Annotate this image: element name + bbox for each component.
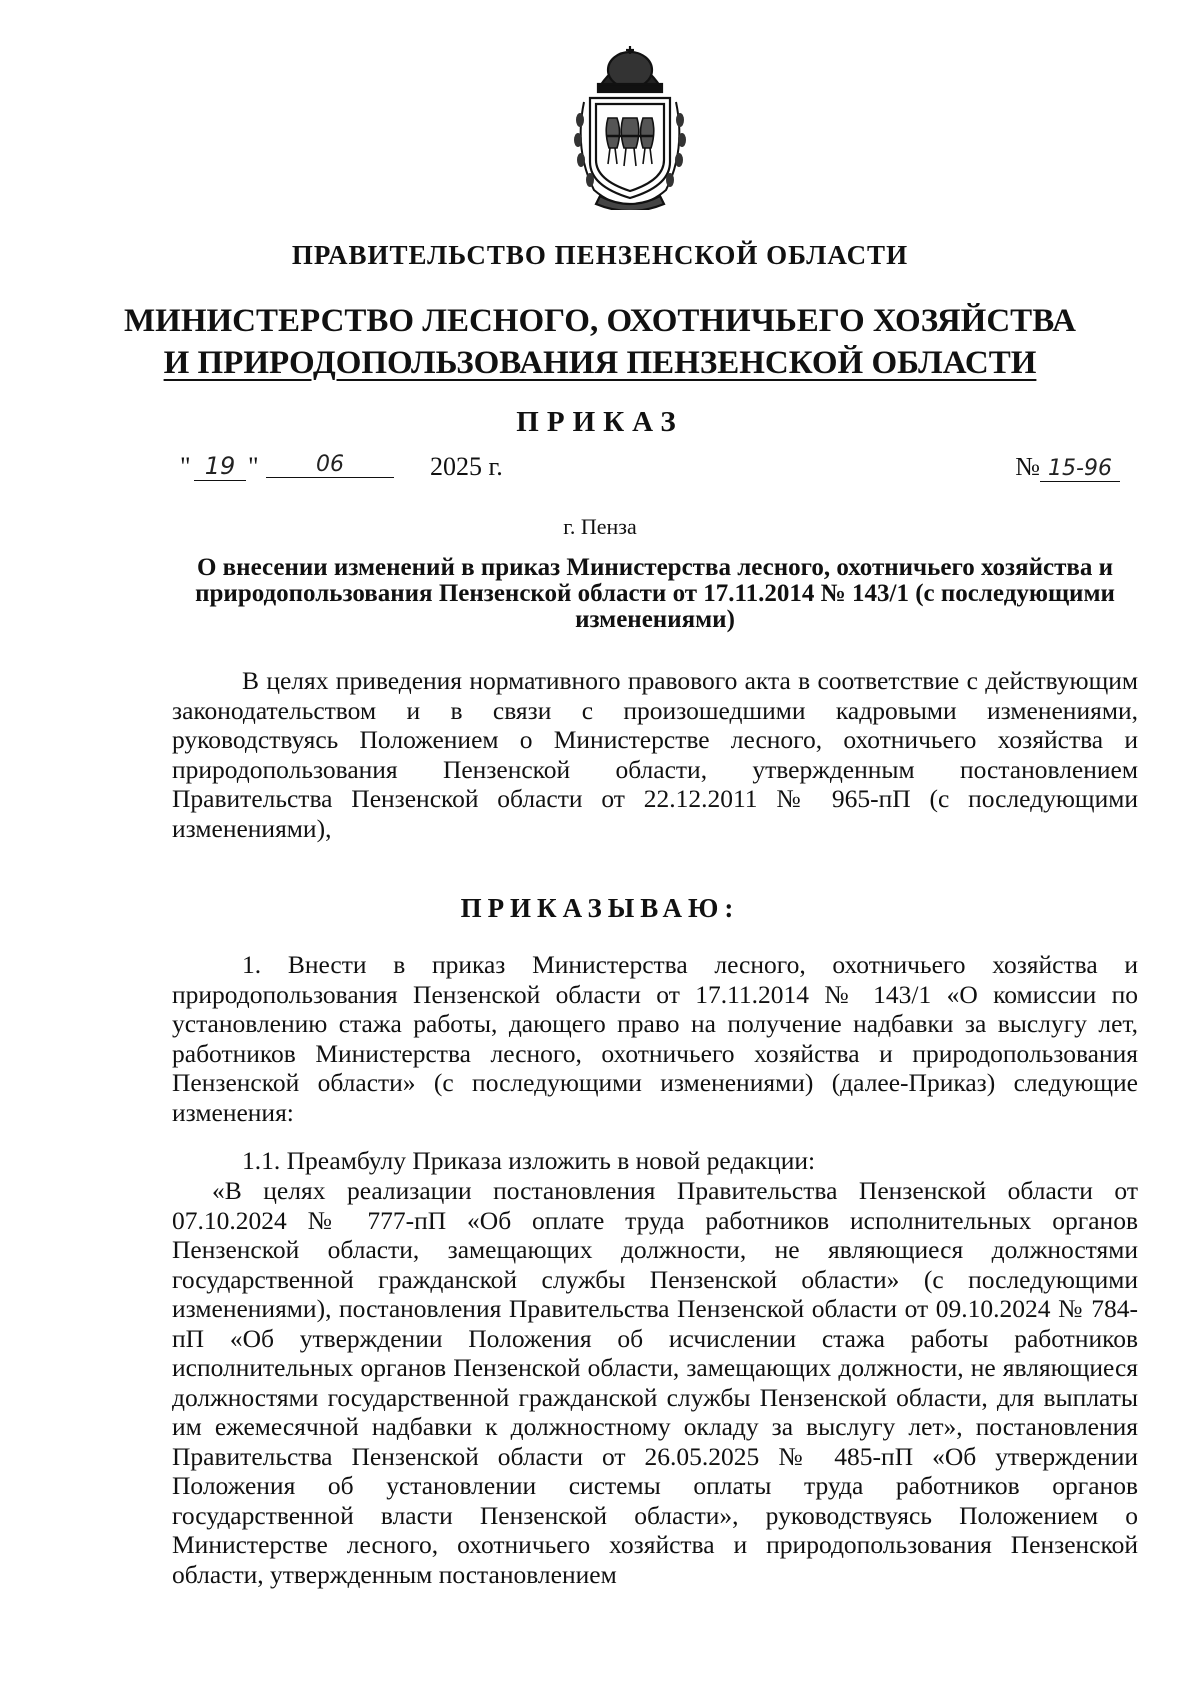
ministry-title-line1: МИНИСТЕРСТВО ЛЕСНОГО, ОХОТНИЧЬЕГО ХОЗЯЙСТВА: [124, 303, 1076, 339]
document-number: [1015, 452, 1120, 482]
number-sign: №: [1015, 452, 1040, 481]
quoted-preamble-paragraph: «В целях реализации постановления Правительства Пензенской области от 07.10.2024 № 777-пП «Об оплате труда работников исполнительных органов Пензенской области, замещающих должности, не являющиеся должностями государственной гражданской службы Пензенской области» (с последующими изменениями), постановления Правительства Пензенской области от 09.10.2024 № 784-пП «Об утверждении Положения об исчислении стажа работы работников исполнительных органов Пензенской области, замещающих должности, не являющиеся должностями государственной гражданской службы Пензенской области, для выплаты им ежемесячной надбавки к должностному окладу за выслугу лет», постановления Правительства Пензенской области от 26.05.2025 № 485-пП «Об утверждении Положения об установлении системы оплаты труда работников органов государственной власти Пензенской области», руководствуясь Положением о Министерстве лесного, охотничьего хозяйства и природопользования Пензенской области, утвержденным постановлением: [172, 1176, 1138, 1589]
date-close-quote: ": [248, 452, 259, 481]
penza-coat-of-arms-icon: [560, 40, 700, 210]
item-1-paragraph: 1. Внести в приказ Министерства лесного, охотничьего хозяйства и природопользования Пензенской области от 17.11.2014 № 143/1 «О комиссии по установлению стажа работы, дающего право на получение надбавки за выслугу лет, работников Министерства лесного, охотничьего хозяйства и природопользования Пензенской области» (с последующими изменениями) (далее-Приказ) следующие изменения:: [172, 950, 1138, 1127]
ministry-title-line2: И ПРИРОДОПОЛЬЗОВАНИЯ ПЕНЗЕНСКОЙ ОБЛАСТИ: [163, 345, 1037, 381]
ministry-title: [0, 300, 1200, 384]
date-day: 19: [194, 452, 246, 481]
date-month: 06: [266, 452, 394, 478]
date-year: 2025 г.: [430, 452, 503, 481]
item-1-1-paragraph: 1.1. Преамбулу Приказа изложить в новой редакции:: [242, 1146, 816, 1175]
decree-heading: ПРИКАЗЫВАЮ:: [460, 893, 740, 923]
date-number-row: [180, 452, 1120, 492]
city: г. Пенза: [563, 514, 637, 539]
date-open-quote: ": [180, 452, 191, 481]
document-subject: О внесении изменений в приказ Министерства лесного, охотничьего хозяйства и природопользования Пензенской области от 17.11.2014 № 143/1 (с последующими изменениями): [195, 554, 1115, 633]
number-value: 15-96: [1040, 456, 1120, 482]
government-title: ПРАВИТЕЛЬСТВО ПЕНЗЕНСКОЙ ОБЛАСТИ: [291, 240, 909, 270]
document-type: ПРИКАЗ: [516, 406, 684, 438]
preamble-paragraph: В целях приведения нормативного правового акта в соответствие с действующим законодательством и в связи с произошедшими кадровыми изменениями, руководствуясь Положением о Министерстве лесного, охотничьего хозяйства и природопользования Пензенской области, утвержденным постановлением Правительства Пензенской области от 22.12.2011 № 965-пП (с последующими изменениями),: [172, 666, 1138, 843]
